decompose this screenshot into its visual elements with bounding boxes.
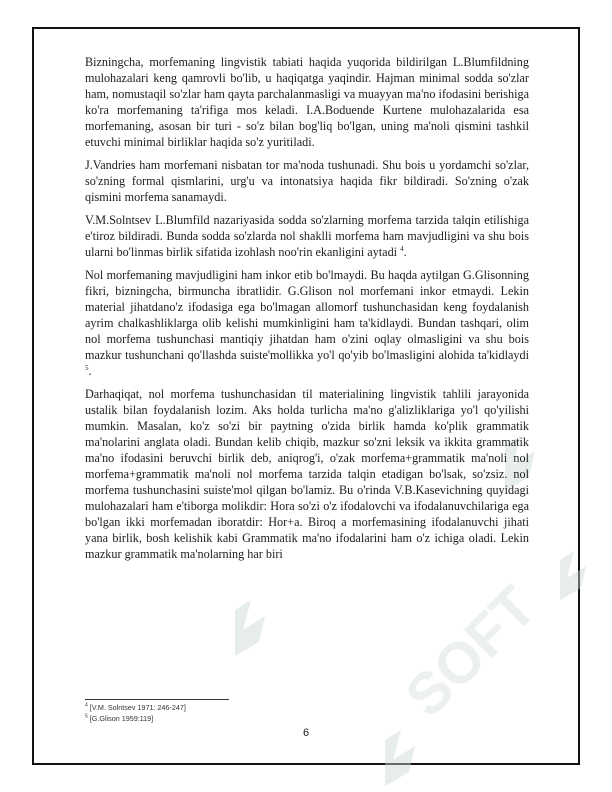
footnote-ref: 4 [400, 244, 404, 253]
paragraph [85, 54, 529, 150]
footnotes [85, 703, 385, 724]
footnote-mark: 4 [85, 702, 88, 709]
footnote [85, 703, 385, 714]
watermark-text: SOFT [393, 573, 549, 730]
document-body [85, 54, 529, 569]
paragraph-text: J.Vandries ham morfemani nisbatan tor ma'noda tushunadi. Shu bois u yordamchi so'zlar, so'zning formal qismlarini, urg'u va intonatsiya haqida fikr bildiradi. So'zning o'zak qismini morfema sanamaydi. [85, 158, 529, 204]
paragraph-text: V.M.Solntsev L.Blumfild nazariyasida sodda so'zlarning morfema tarzida talqin etilishiga e'tiroz bildiradi. Bunda sodda so'zlarda nol shaklli morfema ham mavjudligini va shu bois ularni bo'linmas birlik sifatida izohlash noo'rin ekanligini aytadi [85, 213, 529, 259]
paragraph: Nol morfemaning mavjudligini ham inkor etib bo'lmaydi. Bu haqda aytilgan G.Glisonning fikri, bizningcha, birmuncha ibratlidir. G.Glison nol morfemani inkor etmaydi. Lekin material jihatdano'z ifodasiga ega bo'lmagan allomorf tushunchasidan keng foydalanish ayrim chalkashliklarga olib kelishi mumkinligini ham ta'kidlaydi. Bundan tashqari, olim nol morfema tushunchasi mantiqiy jihatdan ham o'zini oqlay olmasligini va shu bois mazkur tushunchani qo'llashda suiste'mollikka yo'l qo'yib bo'lmasligini alohida ta'kidlaydi $^5$. [85, 268, 529, 378]
paragraph [85, 157, 529, 205]
footnote-text: [G.Glison 1959:119] [89, 713, 154, 723]
paragraph-text: Nol morfemaning mavjudligini ham inkor etib bo'lmaydi. Bu haqda aytilgan G.Glisonning fikri, bizningcha, birmuncha ibratlidir. G.Glison nol morfemani inkor etmaydi. Lekin material jihatdano'z ifodasiga ega bo'lmagan allomorf tushunchasidan keng foydalanish ayrim chalkashliklarga olib kelishi mumkinligini ham ta'kidlaydi. Bundan tashqari, olim nol morfema tushunchasi mantiqiy jihatdan ham o'zini oqlay olmasligini va shu bois mazkur tushunchani qo'llashda suiste'mollikka yo'l qo'yib bo'lmasligini alohida ta'kidlaydi [85, 268, 529, 362]
footnote [85, 714, 385, 725]
footnote-text: [V.M. Solntsev 1971: 246-247] [89, 703, 186, 712]
footnote-mark: 5 [85, 713, 88, 720]
page-number: 6 [302, 727, 310, 739]
paragraph: V.M.Solntsev L.Blumfild nazariyasida sodda so'zlarning morfema tarzida talqin etilishiga e'tiroz bildiradi. Bunda sodda so'zlarda nol shaklli morfema ham mavjudligini va shu bois ularni bo'linmas birlik sifatida izohlash noo'rin ekanligini aytadi $^4$. [85, 213, 529, 259]
paragraph-text: Bizningcha, morfemaning lingvistik tabiati haqida yuqorida bildirilgan L.Blumfildning mulohazalari keng qamrovli bo'lib, u haqiqatga yaqindir. Hajman minimal sodda so'zlar ham, nomustaqil so'zlar ham qayta parchalanmasligi va muayyan ma'no ifodasini berishiga ko'ra morfemaning ta'rifiga mos keladi. I.A.Boduende Kurtene mulohazalarida esa morfemaning, asosan bir turi - so'z bilan bog'liq bo'lgan, uning ma'noli qismini tashkil etuvchi minimal birliklar haqida so'z yuritiladi. [85, 55, 529, 149]
footnote-separator [85, 699, 229, 700]
footnote-ref: 5 [85, 363, 89, 372]
paragraph [85, 386, 529, 562]
paragraph-text: Darhaqiqat, nol morfema tushunchasidan til materialining lingvistik tahlili jarayonida ustalik bilan foydalanish lozim. Aks holda turlicha ma'no g'alizliklariga yo'l qo'yilishi mumkin. Masalan, ko'z so'zi bir paytning o'zida birlik hamda ko'plik grammatik ma'nolarini anglata oladi. Bundan kelib chiqib, mazkur so'zni leksik va ikkita grammatik ma'no ifodasini beruvchi birlik deb, aniqrog'i, o'zak morfema+grammatik ma'noli nol morfema+grammatik ma'noli nol morfema tarzida talqin etadigan bo'lsak, so'zsiz. nol morfema tushunchasini suiste'mol qilgan bo'lamiz. Bu o'rinda V.B.Kasevichning quyidagi mulohazalari ham e'tiborga molikdir: Hora so'zi o'z ifodalovchi va ifodalanuvchilariga ega bo'lgan ikki morfemadan iboratdir: Hor+a. Biroq a morfemasining ifodalanuvchi jihati yana birlik, bosh kelishik kabi Grammatik ma'no ifodalarini ham o'z ichiga oladi. Lekin mazkur grammatik ma'nolarning har biri [85, 387, 529, 561]
